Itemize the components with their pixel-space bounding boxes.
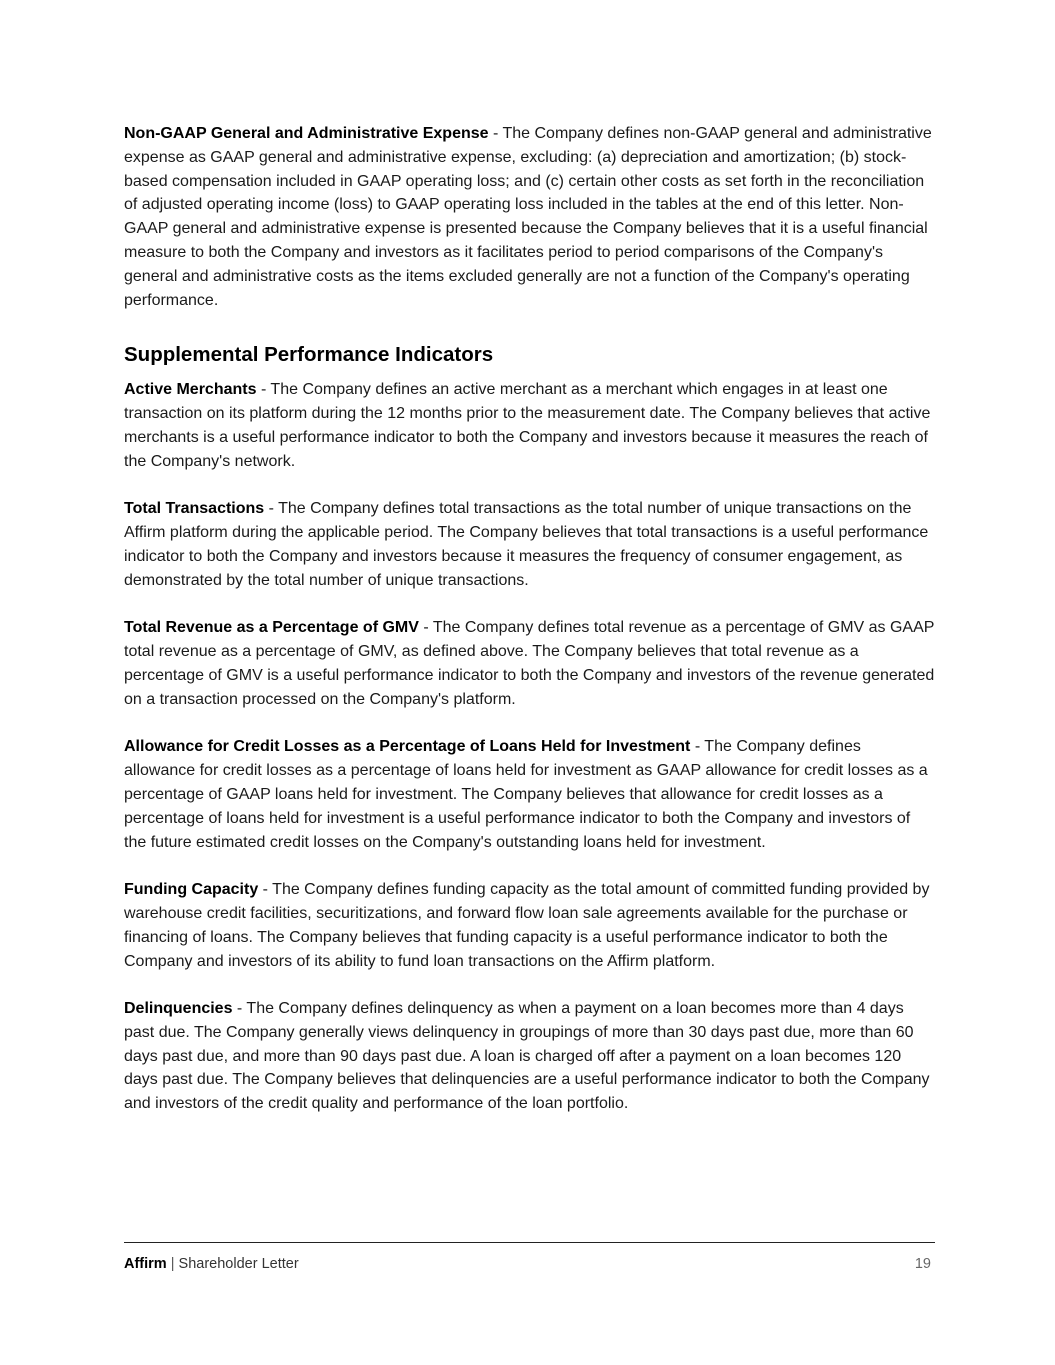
definition-revenue-pct-gmv: - The Company defines total revenue as a percentage of GMV as GAAP total revenue as a percentage of GMV, as defined above. The Company believes that total revenue as a percentage of GMV is a useful performance indicator to both the Company and investors of the revenue generated on a transaction processed on the Company's platform. [124, 619, 935, 708]
term-total-transactions: Total Transactions [124, 500, 265, 518]
definition-delinquencies: - The Company defines delinquency as when a payment on a loan becomes more than 4 days past due. The Company generally views delinquency in groupings of more than 30 days past due, more than 60 days past due, and more than 90 days past due. A loan is charged off after a payment on a loan becomes 120 days past due. The Company believes that delinquencies are a useful performance indicator to both the Company and investors of the credit quality and performance of the loan portfolio. [124, 1000, 930, 1113]
term-funding-capacity: Funding Capacity [124, 881, 259, 899]
page-footer [124, 1254, 931, 1274]
definition-funding-capacity: - The Company defines funding capacity as the total amount of committed funding provided by warehouse credit facilities, securitizations, and forward flow loan sale agreements available for the purchase or financing of loans. The Company believes that funding capacity is a useful performance indicator to both the Company and investors of its ability to fund loan transactions on the Affirm platform. [124, 881, 930, 970]
delinquencies-paragraph [124, 997, 936, 1116]
definition-active-merchants: - The Company defines an active merchant as a merchant which engages in at least one transaction on its platform during the 12 months prior to the measurement date. The Company believes that active merchants is a useful performance indicator to both the Company and investors because it measures the reach of the Company's network. [124, 381, 931, 470]
document-body [124, 122, 936, 1116]
active-merchants-paragraph [124, 378, 936, 473]
funding-capacity-paragraph [124, 878, 936, 973]
total-transactions-paragraph [124, 497, 936, 592]
definition-allowance: - The Company defines allowance for credit losses as a percentage of loans held for investment as GAAP allowance for credit losses as a percentage of GAAP loans held for investment. The Company believes that allowance for credit losses as a percentage of loans held for investment is a useful performance indicator to both the Company and investors of the future estimated credit losses on the Company's outstanding loans held for investment. [124, 738, 928, 851]
term-delinquencies: Delinquencies [124, 1000, 233, 1018]
footer-title: Shareholder Letter [178, 1256, 299, 1272]
definition-total-transactions: - The Company defines total transactions as the total number of unique transactions on the Affirm platform during the applicable period. The Company believes that total transactions is a useful performance indicator to both the Company and investors because it measures the frequency of consumer engagement, as demonstrated by the total number of unique transactions. [124, 500, 929, 589]
term-allowance: Allowance for Credit Losses as a Percentage of Loans Held for Investment [124, 738, 691, 756]
definition-non-gaap-ga: - The Company defines non-GAAP general and administrative expense as GAAP general and administrative expense, excluding: (a) depreciation and amortization; (b) stock-based compensation included in GAAP operating loss; and (c) certain other costs as set forth in the reconciliation of adjusted operating income (loss) to GAAP operating loss included in the tables at the end of this letter. Non-GAAP general and administrative expense is presented because the Company believes that it is a useful financial measure to both the Company and investors as it facilitates period to period comparisons of the Company's general and administrative costs as the items excluded generally are not a function of the Company's operating performance. [124, 125, 932, 309]
footer-divider [124, 1242, 935, 1243]
allowance-paragraph [124, 735, 936, 854]
term-active-merchants: Active Merchants [124, 381, 257, 399]
term-revenue-pct-gmv: Total Revenue as a Percentage of GMV [124, 619, 419, 637]
term-non-gaap-ga: Non-GAAP General and Administrative Expense [124, 125, 489, 142]
page-number: 19 [914, 1256, 931, 1272]
footer-separator: | [170, 1256, 175, 1272]
revenue-pct-gmv-paragraph [124, 616, 936, 711]
section-heading: Supplemental Performance Indicators [124, 343, 494, 367]
non-gaap-ga-paragraph [124, 122, 936, 312]
footer-brand: Affirm [124, 1256, 167, 1272]
